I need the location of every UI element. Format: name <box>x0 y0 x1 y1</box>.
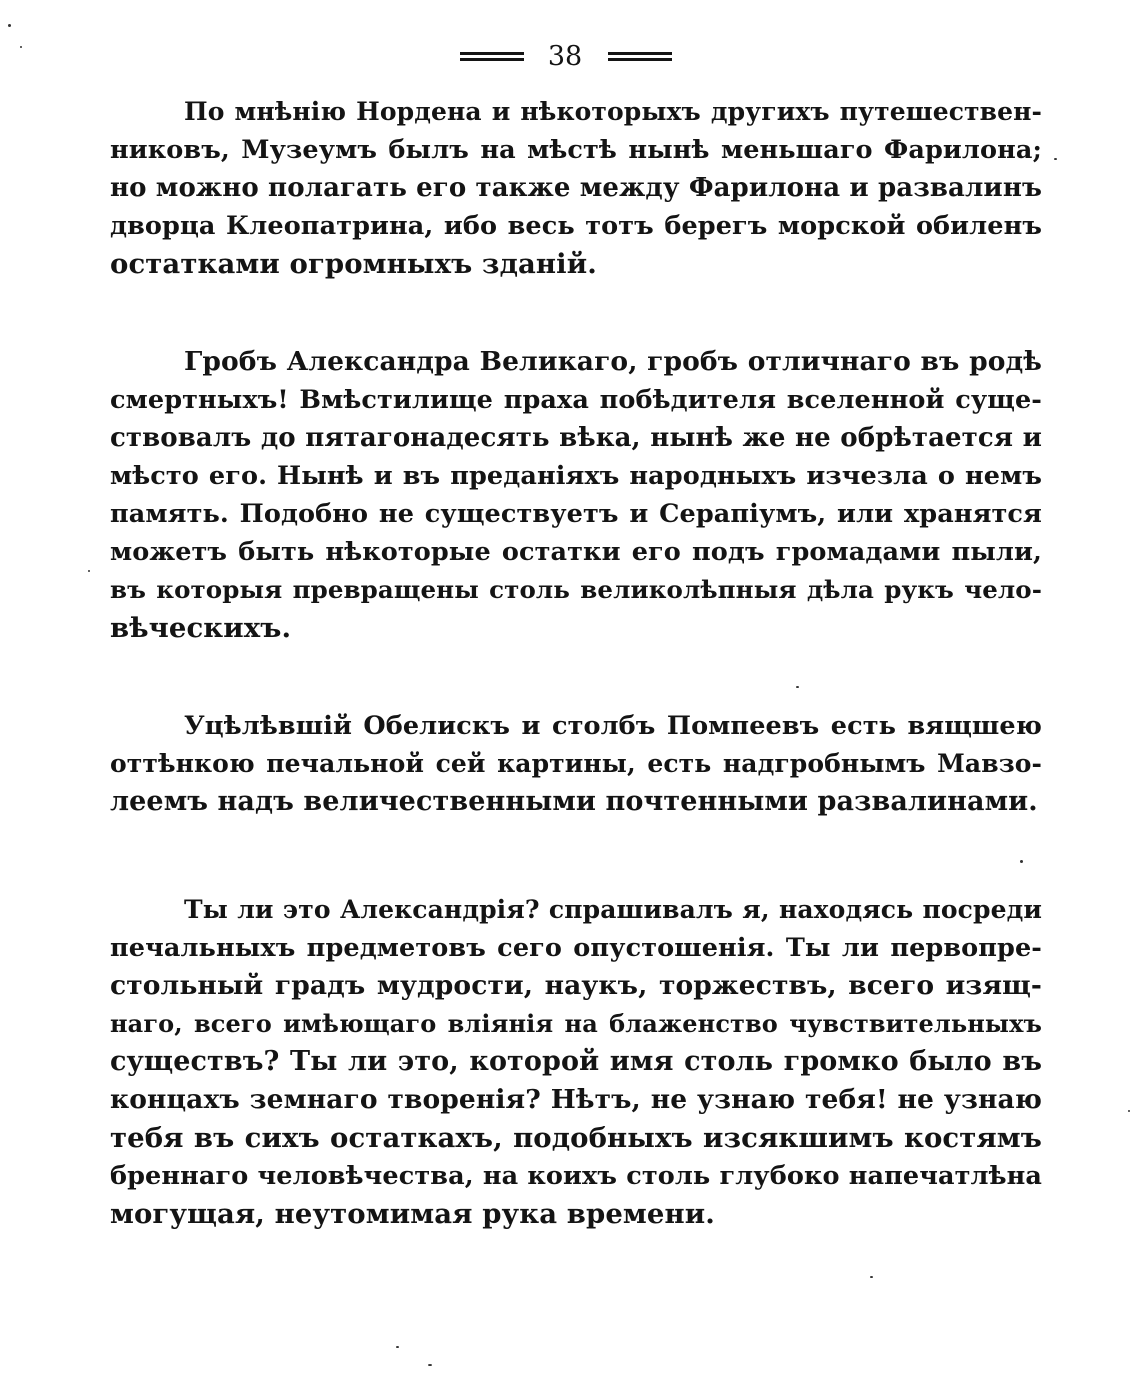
text-line: тебя въ сихъ остаткахъ, подобныхъ изсякшимъ костямъ <box>110 1122 1042 1154</box>
scan-speck <box>1020 860 1023 863</box>
scan-speck <box>396 1346 399 1348</box>
text-line: ствовалъ до пятагонадесять вѣка, нынѣ же не обрѣтается и <box>110 423 1042 453</box>
text-line: можетъ быть нѣкоторые остатки его подъ громадами пыли, <box>110 537 1042 567</box>
text-line: дворца Клеопатрина, ибо весь тотъ берегъ морской обиленъ <box>110 211 1042 241</box>
text-line: оттѣнкою печальной сей картины, есть надгробнымъ Мавзо- <box>110 749 1042 778</box>
header-rule-left <box>460 52 524 62</box>
text-line: Уцѣлѣвшій Обелискъ и столбъ Помпеевъ есть вящшею <box>184 711 1042 741</box>
page-header <box>0 40 1140 74</box>
scan-speck <box>1054 158 1057 160</box>
scan-speck <box>428 1364 432 1366</box>
text-line: леемъ надъ величественными почтенными развалинами. <box>110 786 1038 817</box>
scan-speck <box>870 1276 873 1278</box>
text-line: смертныхъ! Вмѣстилище праха побѣдителя вселенной суще- <box>110 385 1042 415</box>
text-line: Ты ли это Александрія? спрашивалъ я, находясь посреди <box>184 895 1042 924</box>
text-line: Гробъ Александра Великаго, гробъ отличнаго въ родѣ <box>184 346 1042 377</box>
text-line: никовъ, Музеумъ былъ на мѣстѣ нынѣ меньшаго Фарилона; <box>110 135 1042 165</box>
text-line: мѣсто его. Нынѣ и въ преданіяхъ народныхъ изчезла о немъ <box>110 461 1042 491</box>
header-rule-right <box>608 52 672 62</box>
text-line: бреннаго человѣчества, на коихъ столь глубоко напечатлѣна <box>110 1161 1042 1191</box>
text-line: концахъ земнаго творенія? Нѣтъ, не узнаю тебя! не узнаю <box>110 1084 1042 1115</box>
text-line: По мнѣнію Нордена и нѣкоторыхъ другихъ путешествен- <box>184 97 1042 126</box>
text-line: но можно полагать его также между Фарилона и развалинъ <box>110 173 1042 203</box>
paragraph-obelisk <box>110 707 1042 821</box>
page-number: 38 <box>547 41 583 72</box>
text-line: существъ? Ты ли это, которой имя столь громко было въ <box>110 1046 1042 1077</box>
scan-speck <box>20 46 22 48</box>
scan-speck <box>1128 1110 1130 1112</box>
scan-speck <box>796 686 799 688</box>
paragraph-tomb-of-alexander <box>110 343 1042 647</box>
scan-speck <box>8 24 11 27</box>
text-line: остатками огромныхъ зданій. <box>110 248 597 280</box>
paragraph-museum <box>110 93 1042 283</box>
text-line: стольный градъ мудрости, наукъ, торжествъ, всего изящ- <box>110 970 1042 1001</box>
text-line: вѣческихъ. <box>110 612 292 644</box>
text-line: могущая, неутомимая рука времени. <box>110 1198 715 1230</box>
text-line: наго, всего имѣющаго вліянія на блаженство чувствительныхъ <box>110 1009 1042 1038</box>
text-line: печальныхъ предметовъ сего опустошенія. Ты ли первопре- <box>110 933 1042 963</box>
scan-speck <box>88 570 90 572</box>
text-line: память. Подобно не существуетъ и Серапіумъ, или хранятся <box>110 499 1042 529</box>
paragraph-alexandria-lament <box>110 891 1042 1233</box>
text-line: въ которыя превращены столь великолѣпныя дѣла рукъ чело- <box>110 575 1042 604</box>
